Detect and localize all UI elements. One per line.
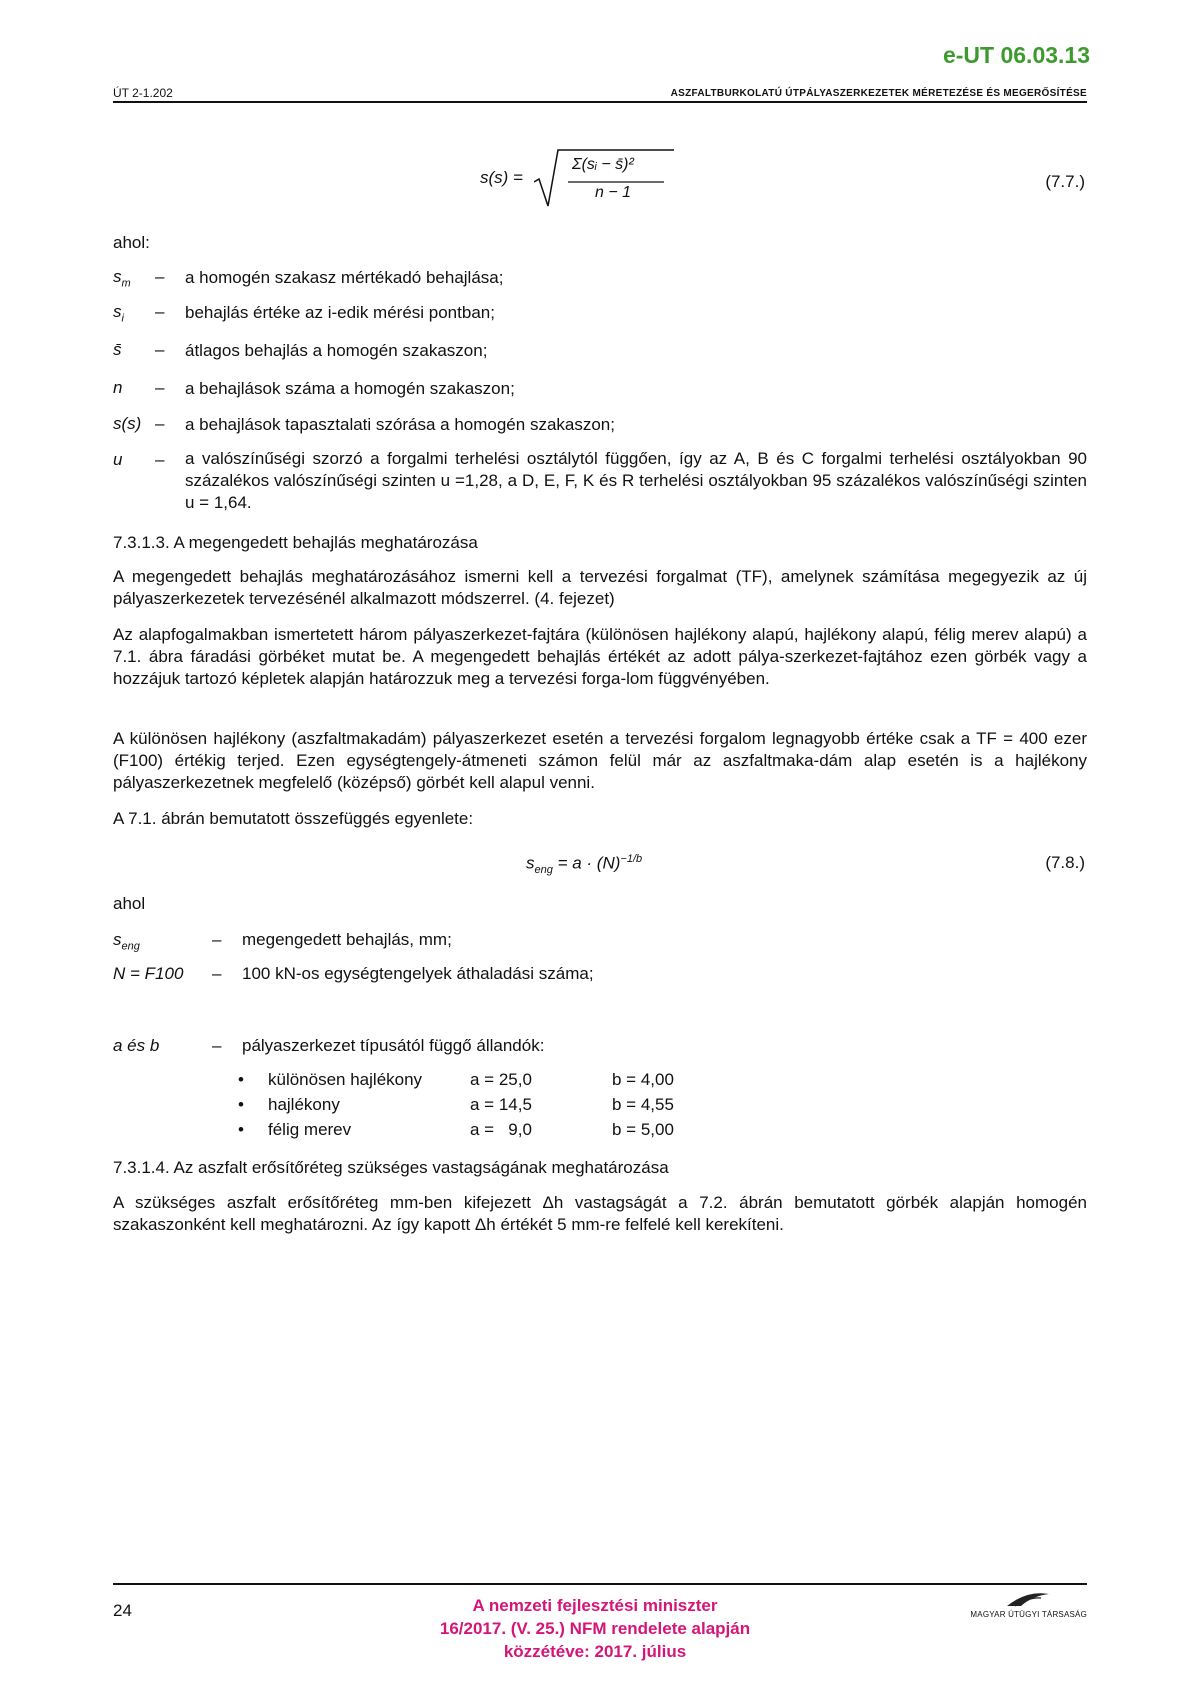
definition-text: átlagos behajlás a homogén szakaszon;	[185, 341, 488, 360]
dash: –	[155, 340, 165, 359]
bullet: •	[238, 1070, 244, 1089]
symbol-n: n	[113, 378, 123, 397]
symbol-s-eng	[113, 930, 140, 952]
value-a: a = 25,0	[470, 1070, 532, 1089]
definition-text: a homogén szakasz mértékadó behajlása;	[185, 268, 504, 287]
bullet: •	[238, 1120, 244, 1139]
dash: –	[155, 302, 165, 321]
list-item-label: különösen hajlékony	[268, 1070, 423, 1089]
value-b: b = 5,00	[612, 1120, 674, 1139]
paragraph: A különösen hajlékony (aszfaltmakadám) pályaszerkezet esetén a tervezési forgalom legnagyobb értéke csak a TF = 400 ezer (F100) értékig terjed. Ezen egységtengely-átmeneti számon felül már az aszfaltmaka-dám alap esetén is a hajlékony pályaszerkezetnek megfelelő (középső) görbét kell alapul venni.	[113, 729, 1087, 792]
ahol-label: ahol	[113, 894, 146, 913]
footer-line-2: 16/2017. (V. 25.) NFM rendelete alapján	[439, 1619, 751, 1638]
paragraph: A 7.1. ábrán bemutatott összefüggés egyenlete:	[113, 809, 474, 828]
subscript: eng	[121, 940, 140, 953]
society-logo-text: MAGYAR ÚTÜGYI TÁRSASÁG	[970, 1610, 1087, 1619]
paragraph: Az alapfogalmakban ismertetett három pályaszerkezet-fajtára (különösen hajlékony alapú, hajlékony alapú, félig merev alapú) a 7.1. ábra fáradási görbéket mutat be. A megengedett behajlás értékét az adott pálya-szerkezet-fajtához ezen görbék vagy a hozzájuk tartozó képletek alapján határozzuk meg a tervezési forga-lom függvényében.	[113, 625, 1087, 688]
symbol-text: s	[113, 930, 122, 949]
section-heading-7-3-1-3: 7.3.1.3. A megengedett behajlás meghatározása	[113, 533, 478, 552]
equation-rhs: = a · (N)	[552, 853, 621, 873]
symbol-n-f100: N = F100	[113, 964, 184, 983]
footer-divider	[113, 1583, 1087, 1585]
section-heading-7-3-1-4: 7.3.1.4. Az aszfalt erősítőréteg szükséges vastagságának meghatározása	[113, 1158, 669, 1177]
definition-text: a valószínűségi szorzó a forgalmi terhelési osztálytól függően, így az A, B és C forgalmi terhelési osztályokban 90 százalékos valószínűségi szinten u =1,28, a D, E, F, K és R terhelési osztályokban 95 százalékos valószínűségi szinten u = 1,64.	[185, 449, 1087, 512]
dash: –	[212, 1036, 222, 1055]
list-item-label: félig merev	[268, 1120, 352, 1139]
symbol-s-bar: s̄	[113, 340, 122, 359]
footer-publication-note	[395, 1594, 795, 1663]
dash: –	[155, 267, 165, 286]
page-number: 24	[113, 1601, 132, 1620]
fraction-denominator: n − 1	[595, 184, 632, 201]
value-b: b = 4,55	[612, 1095, 674, 1114]
header-title: ASZFALTBURKOLATÚ ÚTPÁLYASZERKEZETEK MÉRETEZÉSE ÉS MEGERŐSÍTÉSE	[670, 88, 1087, 99]
header-divider	[113, 101, 1087, 103]
value-a: a = 9,0	[470, 1120, 532, 1139]
paragraph: A szükséges aszfalt erősítőréteg mm-ben kifejezett Δh vastagságát a 7.2. ábrán bemutatott görbék alapján homogén szakaszonként kell meghatározni. Az így kapott Δh értékét 5 mm-re felfelé kell kerekíteni.	[113, 1193, 1087, 1234]
document-code: e-UT 06.03.13	[942, 42, 1090, 68]
equation-7-7	[480, 150, 680, 210]
dash: –	[212, 964, 222, 983]
definition-text: 100 kN-os egységtengelyek áthaladási száma;	[242, 964, 594, 983]
dash: –	[155, 378, 165, 397]
ahol-label: ahol:	[113, 233, 150, 252]
society-logo-icon	[937, 1588, 1087, 1628]
definition-text: a behajlások száma a homogén szakaszon;	[185, 379, 515, 398]
definition-text: behajlás értéke az i-edik mérési pontban;	[185, 303, 495, 322]
bullet: •	[238, 1095, 244, 1114]
symbol-ss: s(s)	[113, 414, 142, 433]
equation-number-7-7: (7.7.)	[1045, 172, 1085, 191]
equation-lhs: s(s) =	[480, 168, 523, 187]
equation-7-8	[526, 853, 642, 876]
definition-text: a behajlások tapasztalati szórása a homogén szakaszon;	[185, 415, 615, 434]
fraction-numerator: Σ(sᵢ − s̄)²	[572, 156, 634, 173]
symbol-u: u	[113, 450, 123, 469]
symbol-a-b: a és b	[113, 1036, 160, 1055]
subscript: eng	[534, 864, 553, 877]
value-b: b = 4,00	[612, 1070, 674, 1089]
dash: –	[212, 930, 222, 949]
definition-text: megengedett behajlás, mm;	[242, 930, 452, 949]
footer-line-3: közzétéve: 2017. július	[503, 1642, 687, 1661]
list-item-label: hajlékony	[268, 1095, 340, 1114]
standard-number: ÚT 2-1.202	[113, 86, 173, 100]
definition-text: pályaszerkezet típusától függő állandók:	[242, 1036, 545, 1055]
paragraph: A megengedett behajlás meghatározásához ismerni kell a tervezési forgalmat (TF), amelynek számítása megegyezik az új pályaszerkezetek tervezésénél alkalmazott módszerrel. (4. fejezet)	[113, 567, 1087, 608]
equation-lhs: s	[526, 853, 535, 873]
exponent: −1/b	[620, 853, 643, 865]
footer-line-1: A nemzeti fejlesztési miniszter	[472, 1596, 718, 1615]
symbol-si: $s_i$	[113, 302, 124, 325]
dash: –	[155, 450, 165, 469]
equation-number-7-8: (7.8.)	[1045, 853, 1085, 872]
dash: –	[155, 414, 165, 433]
symbol-sm: $s_m$	[113, 267, 131, 290]
value-a: a = 14,5	[470, 1095, 532, 1114]
